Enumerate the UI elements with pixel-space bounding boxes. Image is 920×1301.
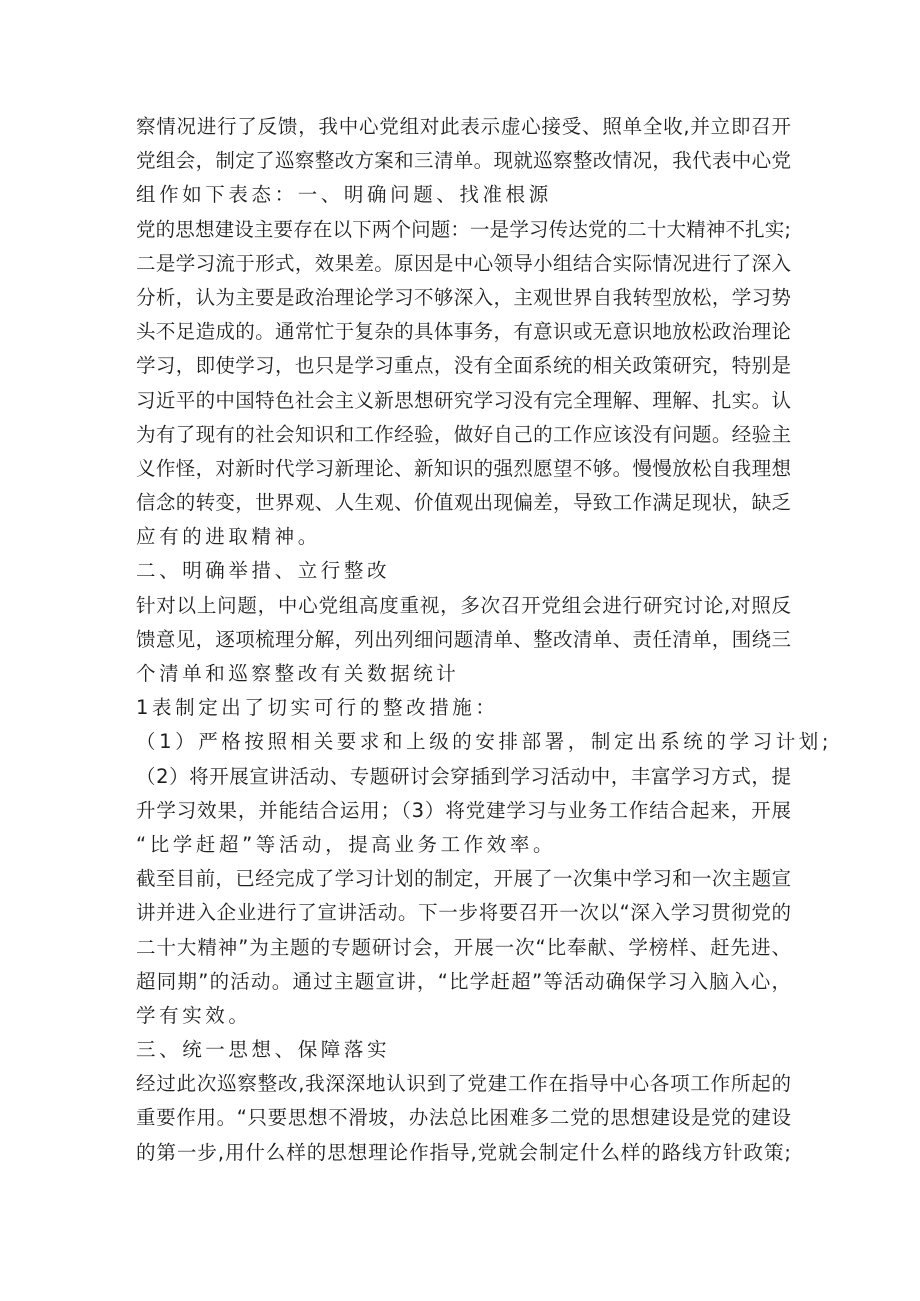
text-line: 的第一步,用什么样的思想理论作指导,党就会制定什么样的路线方针政策; [136, 1140, 791, 1164]
text-line: 截至目前，已经完成了学习计划的制定，开展了一次集中学习和一次主题宣 [136, 867, 791, 891]
text-line: 为有了现有的社会知识和工作经验，做好自己的工作应该没有问题。经验主 [136, 422, 791, 446]
text-line: “比学赶超”等活动，提高业务工作效率。 [136, 832, 557, 856]
text-line: 经过此次巡察整改,我深深地认识到了党建工作在指导中心各项工作所起的 [136, 1072, 791, 1096]
text-line: 信念的转变，世界观、人生观、价值观出现偏差，导致工作满足现状，缺乏 [136, 491, 791, 515]
text-line: 党的思想建设主要存在以下两个问题：一是学习传达党的二十大精神不扎实; [136, 217, 791, 241]
document-body [136, 110, 833, 1170]
section-heading-1: 组作如下表态：一、明确问题、找准根源 [136, 183, 552, 207]
text-line: 个清单和巡察整改有关数据统计 [136, 662, 460, 685]
text-line: 讲并进入企业进行了宣讲活动。下一步将要召开一次以“深入学习贯彻党的 [136, 901, 791, 925]
text-line: 分析，认为主要是政治理论学习不够深入，主观世界自我转型放松，学习势 [136, 285, 791, 309]
section-heading-2: 二、明确举措、立行整改 [136, 559, 391, 583]
text-line: 党组会，制定了巡察整改方案和三清单。现就巡察整改情况，我代表中心党 [136, 149, 791, 173]
text-line: 超同期”的活动。通过主题宣讲，“比学赶超”等活动确保学习入脑入心， [136, 969, 791, 993]
text-line: 应有的进取精神。 [136, 525, 321, 549]
text-line: 察情况进行了反馈，我中心党组对此表示虚心接受、照单全收,并立即召开 [136, 115, 791, 138]
text-line: 1表制定出了切实可行的整改措施： [136, 696, 499, 720]
text-line: 二十大精神”为主题的专题研讨会，开展一次“比奉献、学榜样、赶先进、 [136, 935, 791, 959]
text-line: 二是学习流于形式，效果差。原因是中心领导小组结合实际情况进行了深入 [136, 251, 791, 275]
list-item-2: （2）将开展宣讲活动、专题研讨会穿插到学习活动中，丰富学习方式，提 [136, 764, 791, 788]
section-heading-3: 三、统一思想、保障落实 [136, 1038, 391, 1062]
text-line: 习近平的中国特色社会主义新思想研究学习没有完全理解、理解、扎实。认 [136, 388, 791, 412]
text-line: 针对以上问题，中心党组高度重视，多次召开党组会进行研究讨论,对照反 [136, 593, 791, 617]
text-line: 义作怪，对新时代学习新理论、新知识的强烈愿望不够。慢慢放松自我理想 [136, 456, 791, 480]
text-line: 学习，即使学习，也只是学习重点，没有全面系统的相关政策研究，特别是 [136, 354, 791, 378]
text-line: 升学习效果，并能结合运用；（3）将党建学习与业务工作结合起来，开展 [136, 798, 791, 822]
text-line: 重要作用。“只要思想不滑坡，办法总比困难多二党的思想建设是党的建设 [136, 1106, 791, 1130]
text-line: 学有实效。 [136, 1003, 252, 1027]
list-item-1: （1）严格按照相关要求和上级的安排部署，制定出系统的学习计划; [136, 730, 833, 754]
text-line: 头不足造成的。通常忙于复杂的具体事务，有意识或无意识地放松政治理论 [136, 320, 791, 344]
text-line: 馈意见，逐项梳理分解，列出列细问题清单、整改清单、责任清单，围绕三 [136, 627, 791, 651]
